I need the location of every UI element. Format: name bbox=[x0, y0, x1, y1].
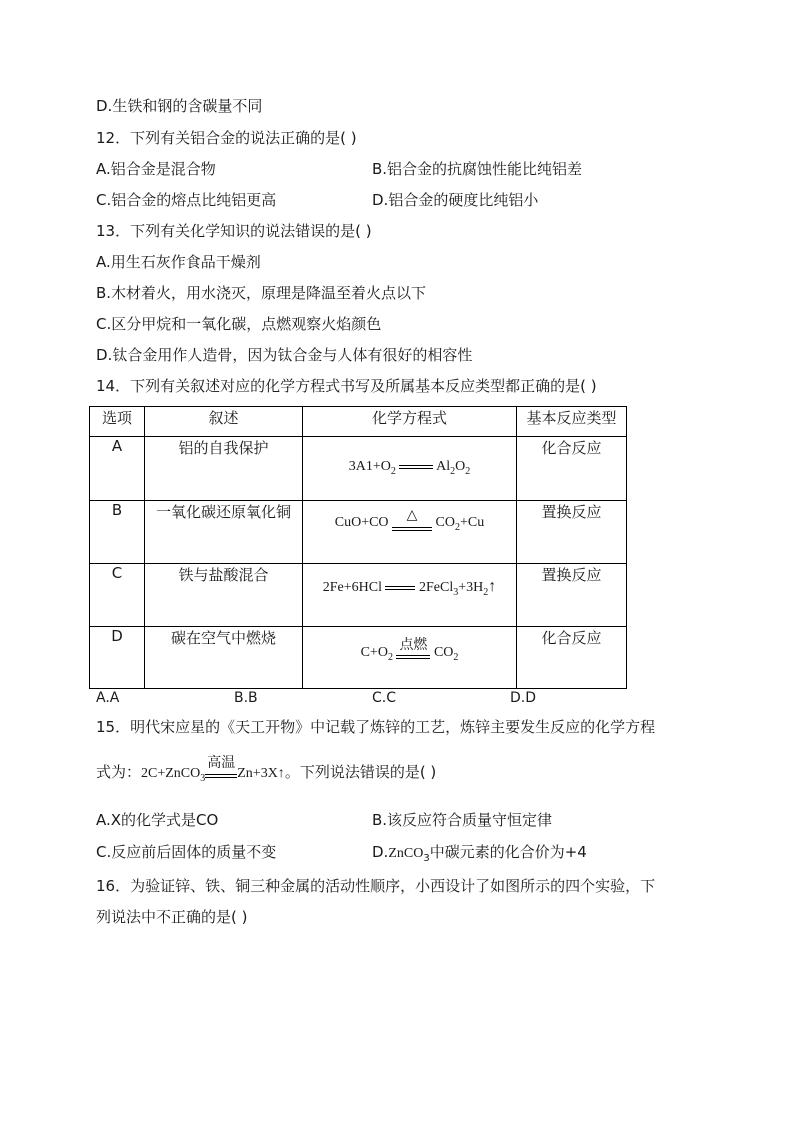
q14-header-row bbox=[90, 407, 627, 437]
q15-equation: 2C+ZnCO$_3$ 高温 Zn+3X↑ bbox=[141, 754, 285, 784]
q12-option-c: C.铝合金的熔点比纯铝更高 bbox=[96, 191, 277, 209]
q14-row-option: A bbox=[90, 437, 145, 501]
q14-choice-c: C.C bbox=[372, 690, 397, 706]
equals-sign-icon bbox=[385, 586, 415, 590]
q14-row-desc: 碳在空气中燃烧 bbox=[145, 627, 303, 689]
q13-option-b: B.木材着火，用水浇灭，原理是降温至着火点以下 bbox=[96, 284, 427, 302]
q14-choice-b: B.B bbox=[234, 690, 258, 706]
q14-choice-a: A.A bbox=[96, 690, 120, 706]
q13-option-c: C.区分甲烷和一氧化碳，点燃观察火焰颜色 bbox=[96, 315, 382, 333]
q15-stem-line2: 式为：2C+ZnCO$_3$ 高温 Zn+3X↑。下列说法错误的是( ) bbox=[96, 754, 437, 784]
q14-table bbox=[89, 406, 627, 689]
q14-row-equation: $3A1+O_2$ $Al_2O_2$ bbox=[303, 437, 517, 501]
q11-option-d: D.生铁和钢的含碳量不同 bbox=[96, 97, 263, 115]
q15-option-b: B.该反应符合质量守恒定律 bbox=[372, 811, 553, 829]
q14-choice-d: D.D bbox=[510, 690, 537, 706]
equals-sign-icon bbox=[399, 465, 433, 469]
q14-header-desc: 叙述 bbox=[145, 407, 303, 437]
q16-stem-line2: 列说法中不正确的是( ) bbox=[96, 908, 248, 926]
q14-header-type: 基本反应类型 bbox=[517, 407, 627, 437]
q14-row-type: 化合反应 bbox=[517, 627, 627, 689]
q12-option-b: B.铝合金的抗腐蚀性能比纯铝差 bbox=[372, 160, 583, 178]
q14-row-desc: 铝的自我保护 bbox=[145, 437, 303, 501]
q13-stem: 13．下列有关化学知识的说法错误的是( ) bbox=[96, 222, 372, 240]
q14-header-option: 选项 bbox=[90, 407, 145, 437]
q14-stem: 14．下列有关叙述对应的化学方程式书写及所属基本反应类型都正确的是( ) bbox=[96, 377, 597, 395]
q13-option-d: D.钛合金用作人造骨，因为钛合金与人体有很好的相容性 bbox=[96, 346, 473, 364]
q14-row-option: B bbox=[90, 501, 145, 564]
q12-stem: 12．下列有关铝合金的说法正确的是( ) bbox=[96, 129, 357, 147]
q12-option-d: D.铝合金的硬度比纯铝小 bbox=[372, 191, 539, 209]
q14-row-option: D bbox=[90, 627, 145, 689]
q14-row-equation: CuO+CO △ $CO_2+Cu$ bbox=[303, 501, 517, 564]
q14-row-type: 置换反应 bbox=[517, 501, 627, 564]
q15-option-c: C.反应前后固体的质量不变 bbox=[96, 843, 277, 861]
q14-row-type: 置换反应 bbox=[517, 564, 627, 627]
q16-stem: 16．为验证锌、铁、铜三种金属的活动性顺序，小西设计了如图所示的四个实验，下 bbox=[96, 877, 656, 895]
q14-row-b bbox=[90, 501, 627, 564]
q12-option-a: A.铝合金是混合物 bbox=[96, 160, 216, 178]
q14-row-desc: 一氧化碳还原氧化铜 bbox=[145, 501, 303, 564]
q14-header-equation: 化学方程式 bbox=[303, 407, 517, 437]
q14-row-equation: 2Fe+6HCl $2FeCl_3+3H_2↑$ bbox=[303, 564, 517, 627]
q14-row-type: 化合反应 bbox=[517, 437, 627, 501]
q14-row-a bbox=[90, 437, 627, 501]
gas-arrow-icon: ↑ bbox=[488, 578, 497, 595]
high-temp-condition-sign: 高温 bbox=[205, 774, 237, 778]
q14-row-option: C bbox=[90, 564, 145, 627]
q14-row-equation: $C+O_2$ 点燃 $CO_2$ bbox=[303, 627, 517, 689]
q13-option-a: A.用生石灰作食品干燥剂 bbox=[96, 253, 261, 271]
q15-option-a: A.X的化学式是CO bbox=[96, 811, 219, 829]
q14-row-d bbox=[90, 627, 627, 689]
q15-stem: 15．明代宋应星的《天工开物》中记载了炼锌的工艺，炼锌主要发生反应的化学方程 bbox=[96, 718, 656, 736]
q14-row-c bbox=[90, 564, 627, 627]
heat-triangle-icon: △ bbox=[406, 507, 418, 523]
q14-row-desc: 铁与盐酸混合 bbox=[145, 564, 303, 627]
q15-option-d: D.ZnCO$_3$中碳元素的化合价为+4 bbox=[372, 843, 587, 864]
heat-condition-sign bbox=[392, 507, 432, 531]
ignite-condition-sign: 点燃 bbox=[396, 655, 430, 659]
